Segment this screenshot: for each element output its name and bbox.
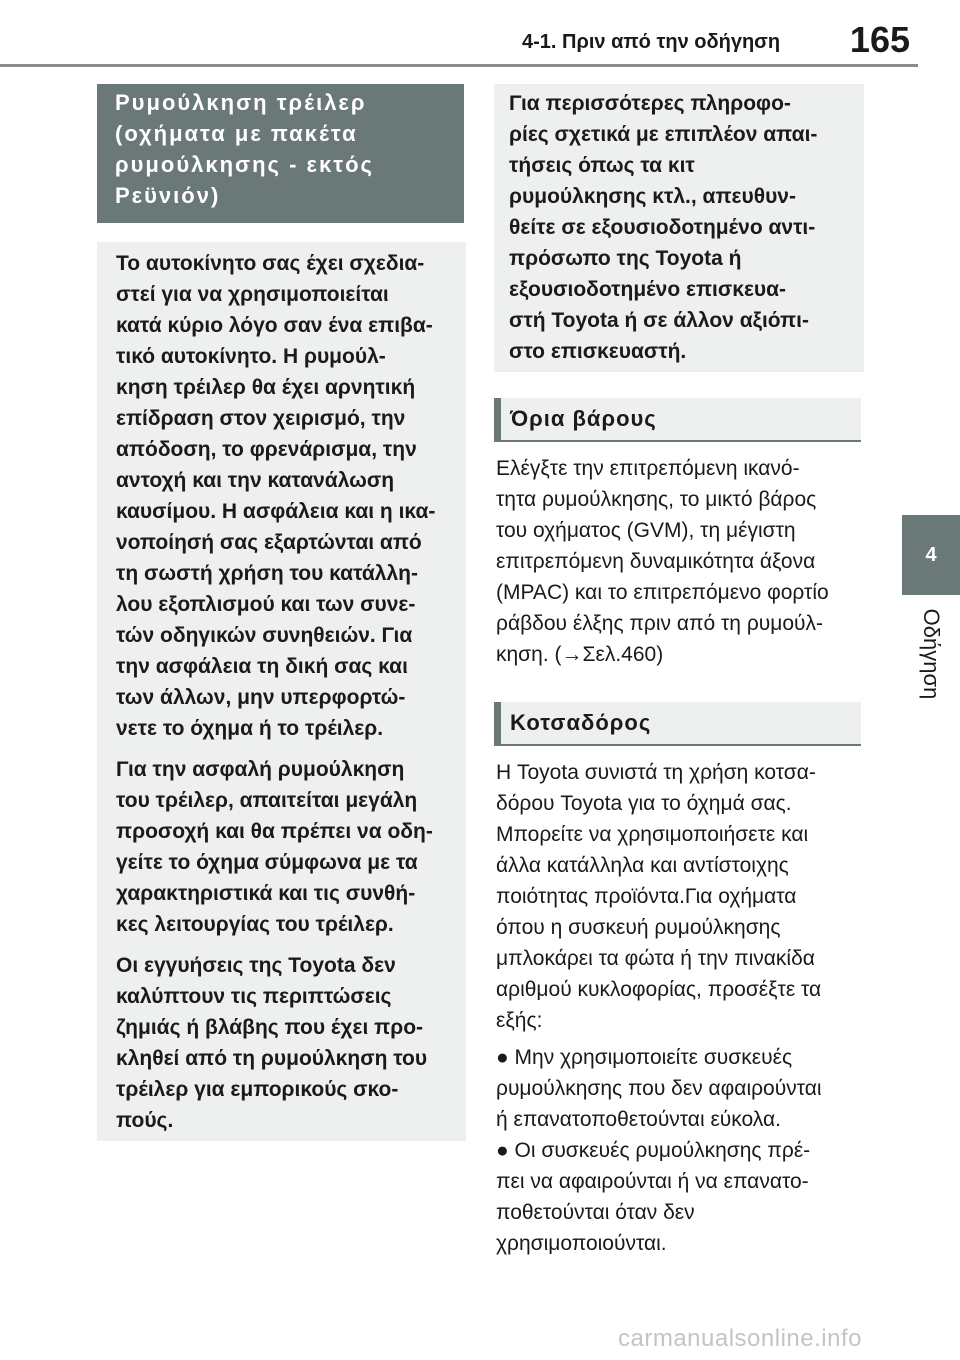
page-number: 165: [849, 19, 910, 60]
watermark: carmanualsonline.info: [618, 1325, 862, 1352]
trailer-towing-info-box: [97, 242, 466, 1141]
intro-paragraph: Το αυτοκίνητο σας έχει σχεδια- στεί για να χρησιμοποιείται κατά κύριο λόγο σαν ένα επιβα- τικό αυτοκίνητο. Η ρυμούλ- κηση τρέιλερ θα έχει αρνητική επίδραση στον χειρισμό, την απόδοση, το φρενάρισμα, την αντοχή και την κατανάλωση καυσίμου. Η ασφάλεια και η ικα- νοποίησή σας εξαρτώνται από τη σωστή χρήση του κατάλλη- λου εξοπλισμού και των συνε- τών οδηγικών συνηθειών. Για την ασφάλεια τη δική σας και των άλλων, μην υπερφορτώ- νετε το όχημα ή το τρέιλερ.: [116, 252, 436, 740]
trailer-towing-heading-text: Ρυμούλκηση τρέιλερ (οχήματα με πακέτα ρυμούλκησης - εκτός Ρεϋνιόν): [115, 90, 374, 208]
warranty-paragraph: Οι εγγυήσεις της Toyota δεν καλύπτουν τις περιπτώσεις ζημιάς ή βλάβης που έχει προ- κληθεί από τη ρυμούλκηση του τρέιλερ για εμπορικούς σκο- πούς.: [116, 954, 428, 1132]
bullet-item: ● Μην χρησιμοποιείτε συσκευές ρυμούλκησης που δεν αφαιρούνται ή επανατοποθετούνται εύκολα.: [496, 1046, 822, 1131]
weight-limits-paragraph: Ελέγξτε την επιτρεπόμενη ικανό- τητα ρυμούλκησης, το μικτό βάρος του οχήματος (GVM), τη μέγιστη επιτρεπόμενη δυναμικότητα άξονα (MPAC) και το επιτρεπόμενο φορτίο ράβδου έλξης πριν από τη ρυμούλ- κηση. (→Σελ.460): [496, 457, 829, 666]
trailer-towing-heading: [97, 84, 464, 223]
header-divider: [0, 64, 918, 67]
additional-info-box: [494, 84, 864, 372]
bullet-item: ● Οι συσκευές ρυμούλκησης πρέ- πει να αφαιρούνται ή να επανατο- ποθετούνται όταν δεν χρησιμοποιούνται.: [496, 1139, 811, 1255]
chapter-label: Οδήγηση: [919, 608, 944, 700]
additional-info-text: Για περισσότερες πληροφο- ρίες σχετικά με επιπλέον απαι- τήσεις όπως τα κιτ ρυμούλκησης κτλ., απευθυν- θείτε σε εξουσιοδοτημένο αντι- πρόσωπο της Toyota ή εξουσιοδοτημένο επισκευα- στή Toyota ή σε άλλον αξιόπι- στο επισκευαστή.: [509, 92, 818, 363]
hitch-heading-text: Κοτσαδόρος: [510, 710, 652, 735]
chapter-label-container: [902, 599, 960, 709]
section-title: 4-1. Πριν από την οδήγηση: [522, 31, 781, 53]
weight-limits-heading: [494, 398, 861, 442]
hitch-heading: [494, 702, 861, 746]
safe-towing-paragraph: Για την ασφαλή ρυμούλκηση του τρέιλερ, απαιτείται μεγάλη προσοχή και θα πρέπει να οδη- γείτε το όχημα σύμφωνα με τα χαρακτηριστικά και τις συνθή- κες λειτουργίας του τρέιλερ.: [116, 758, 433, 936]
heading-accent-bar: [494, 398, 501, 440]
heading-accent-bar: [494, 702, 501, 744]
hitch-paragraph: Η Toyota συνιστά τη χρήση κοτσα- δόρου Toyota για το όχημά σας. Μπορείτε να χρησιμοποιήσετε και άλλα κατάλληλα και αντίστοιχης ποιότητας προϊόντα.Για οχήματα όπου η συσκευή ρυμούλκησης μπλοκάρει τα φώτα ή την πινακίδα αριθμού κυκλοφορίας, προσέξτε τα εξής:: [496, 761, 822, 1032]
weight-limits-heading-text: Όρια βάρους: [510, 406, 657, 431]
chapter-number: 4: [925, 544, 937, 566]
